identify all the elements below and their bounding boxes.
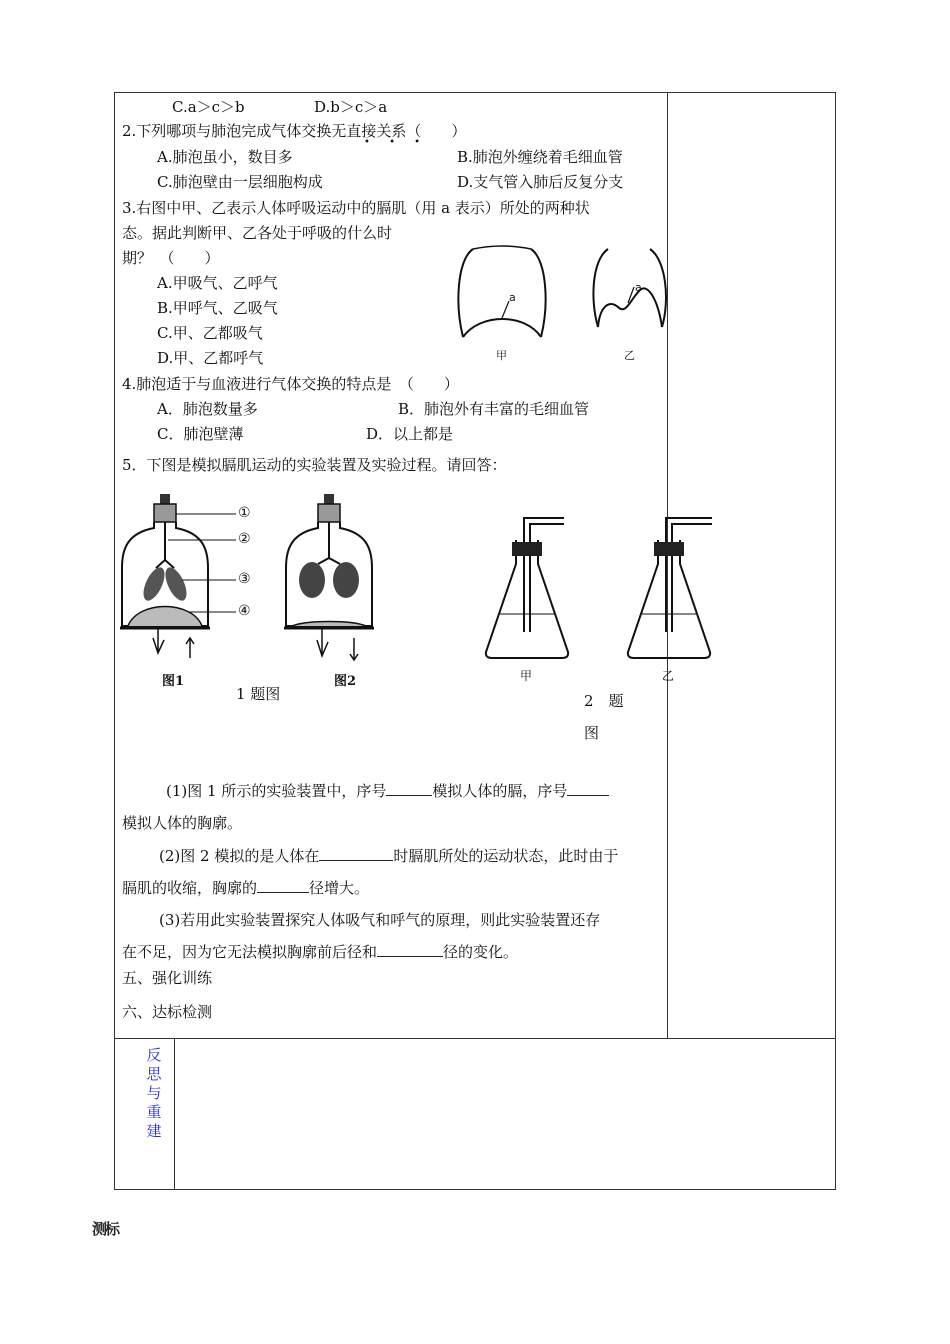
q5-sub1-line2: 模拟人体的胸廓。 bbox=[122, 814, 243, 832]
q3-option-d: D.甲、乙都呼气 bbox=[157, 349, 264, 367]
q3-option-b: B.甲呼气、乙吸气 bbox=[157, 299, 278, 317]
q5-sub2-line1 bbox=[159, 846, 618, 866]
table-top-border bbox=[114, 92, 836, 93]
q4-option-c: C．肺泡壁薄 bbox=[157, 425, 244, 443]
q1-option-d: D.b＞c＞a bbox=[314, 98, 388, 116]
figure-caption-1: 1 题图 bbox=[236, 685, 281, 703]
q3-stem-line2: 态。据此判断甲、乙各处于呼吸的什么时 bbox=[122, 224, 393, 242]
footer-text: 测标 bbox=[92, 1220, 119, 1238]
figure-caption-2-line1: 2 题 bbox=[584, 692, 624, 710]
table-right-border bbox=[835, 92, 836, 1190]
q4-option-b: B．肺泡外有丰富的毛细血管 bbox=[398, 400, 590, 418]
q5-stem: 5．下图是模拟膈肌运动的实验装置及实验过程。请回答： bbox=[122, 456, 507, 474]
answer-blank[interactable] bbox=[377, 942, 443, 957]
q3-fig-yi-point: a bbox=[635, 281, 642, 294]
section-six-heading: 六、达标检测 bbox=[122, 1003, 213, 1021]
flask-yi bbox=[622, 514, 722, 664]
answer-blank[interactable] bbox=[257, 878, 309, 893]
answer-blank[interactable] bbox=[386, 781, 432, 796]
q5-sub1-line1 bbox=[166, 781, 609, 801]
reflection-char: 思 bbox=[146, 1065, 162, 1083]
flask-jia bbox=[480, 514, 580, 664]
q5-sub2-text-b: 时膈肌所处的运动状态，此时由于 bbox=[393, 847, 619, 865]
flask-jia-label: 甲 bbox=[520, 669, 533, 683]
q2-emphasis-dots: • • • bbox=[364, 137, 429, 148]
q3-fig-yi-label: 乙 bbox=[624, 349, 635, 362]
q4-option-d: D．以上都是 bbox=[366, 425, 454, 443]
fig2-label: 图2 bbox=[334, 674, 357, 689]
section-five-heading: 五、强化训练 bbox=[122, 969, 213, 987]
reflection-label bbox=[144, 1046, 164, 1141]
q3-stem-line1: 3.右图中甲、乙表示人体呼吸运动中的膈肌（用 a 表示）所处的两种状 bbox=[122, 199, 590, 217]
q2-option-c: C.肺泡壁由一层细胞构成 bbox=[157, 173, 323, 191]
bell-jar-figure-2 bbox=[282, 488, 382, 688]
figure-caption-2-line2: 图 bbox=[584, 724, 600, 742]
reflection-char: 与 bbox=[146, 1084, 162, 1102]
reflection-char: 建 bbox=[146, 1122, 162, 1140]
q3-option-c: C.甲、乙都吸气 bbox=[157, 324, 263, 342]
flask-yi-label: 乙 bbox=[662, 669, 675, 683]
q3-option-a: A.甲吸气、乙呼气 bbox=[157, 274, 278, 292]
answer-blank[interactable] bbox=[567, 781, 609, 796]
q5-sub3-line2 bbox=[122, 942, 518, 962]
q5-sub2-text-a: (2)图 2 模拟的是人体在 bbox=[159, 847, 320, 865]
fig1-marker-2: ② bbox=[238, 531, 251, 547]
reflection-char: 反 bbox=[146, 1046, 162, 1064]
q5-sub3-text-b: 在不足，因为它无法模拟胸廓前后径和 bbox=[122, 943, 378, 961]
diaphragm-figure-jia bbox=[455, 245, 550, 355]
fig1-marker-4: ④ bbox=[238, 603, 251, 619]
fig1-marker-3: ③ bbox=[238, 571, 251, 587]
q2-option-b: B.肺泡外缠绕着毛细血管 bbox=[457, 148, 623, 166]
q1-option-c: C.a＞c＞b bbox=[172, 98, 245, 116]
q5-sub2-text-d: 径增大。 bbox=[309, 879, 370, 897]
diaphragm-figure-yi bbox=[588, 245, 673, 345]
fig1-label: 图1 bbox=[162, 674, 185, 689]
q3-fig-jia-label: 甲 bbox=[496, 349, 507, 362]
reflection-divider bbox=[174, 1038, 175, 1190]
answer-blank[interactable] bbox=[319, 846, 393, 861]
q5-sub1-text-a: (1)图 1 所示的实验装置中，序号 bbox=[166, 782, 387, 800]
table-bottom-border bbox=[114, 1189, 836, 1190]
q4-option-a: A．肺泡数量多 bbox=[157, 400, 258, 418]
q3-fig-jia-point: a bbox=[509, 291, 516, 304]
q2-option-a: A.肺泡虽小，数目多 bbox=[157, 148, 293, 166]
row-divider bbox=[114, 1038, 836, 1039]
q5-sub3-text-c: 径的变化。 bbox=[443, 943, 519, 961]
q3-stem-line3: 期？ （ ） bbox=[122, 249, 220, 267]
q4-stem: 4.肺泡适于与血液进行气体交换的特点是 （ ） bbox=[122, 375, 459, 393]
fig1-marker-1: ① bbox=[238, 505, 251, 521]
q5-sub1-text-b: 模拟人体的膈，序号 bbox=[432, 782, 568, 800]
q5-sub3-line1: (3)若用此实验装置探究人体吸气和呼气的原理，则此实验装置还存 bbox=[159, 911, 601, 929]
q2-option-d: D.支气管入肺后反复分支 bbox=[457, 173, 624, 191]
q2-stem: 2.下列哪项与肺泡完成气体交换无直接关系（ ） bbox=[122, 122, 467, 140]
reflection-char: 重 bbox=[146, 1103, 162, 1121]
q5-sub2-line2 bbox=[122, 878, 369, 898]
q5-sub2-text-c: 膈肌的收缩，胸廓的 bbox=[122, 879, 258, 897]
table-left-border bbox=[114, 92, 115, 1190]
